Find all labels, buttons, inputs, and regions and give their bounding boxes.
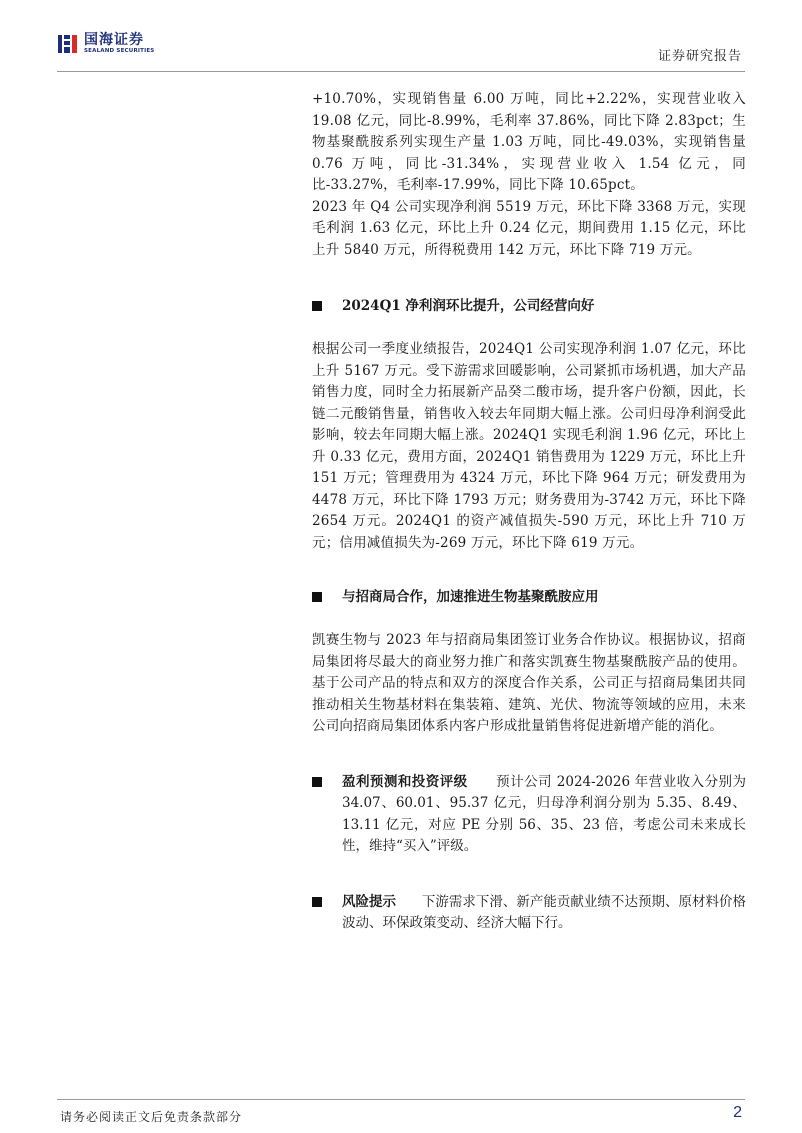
paragraph-q1-results: 根据公司一季度业绩报告，2024Q1 公司实现净利润 1.07 亿元，环比上升 5167 万元。受下游需求回暖影响，公司紧抓市场机遇，加大产品销售力度，同时全力拓展新产品癸二酸市场，提升客户份额，因此，长链二元酸销售量，销售收入较去年同期大幅上涨。公司归母净利润受此影响，较去年同期大幅上涨。2024Q1 实现毛利润 1.96 亿元，环比上升 0.33 亿元，费用方面，2024Q1 销售费用为 1229 万元，环比上升 151 万元；管理费用为 4324 万元，环比下降 964 万元；研发费用为 4478 万元，环比下降 1793 万元；财务费用为-3742 万元，环比下降 2654 万元。2024Q1 的资产减值损失-590 万元，环比上升 710 万元；信用减值损失为-269 万元，环比下降 619 万元。 <box>312 341 746 551</box>
risk-warning-title: 风险提示 <box>342 893 397 910</box>
paragraph-q4-results: 2023 年 Q4 公司实现净利润 5519 万元，环比下降 3368 万元，实现毛利润 1.63 亿元，环比上升 0.24 亿元，期间费用 1.15 亿元，环比上升 5840 万元，所得税费用 142 万元，环比下降 719 万元。 <box>312 198 746 258</box>
section-risk-warning <box>0 892 746 935</box>
section-bullet-icon <box>312 592 322 602</box>
footer-disclaimer: 请务必阅读正文后免责条款部分 <box>60 1110 243 1124</box>
company-logo <box>57 33 154 55</box>
section-bullet-icon <box>312 301 322 311</box>
section-bullet-icon <box>312 777 322 787</box>
document-type: 证券研究报告 <box>657 49 742 64</box>
page-number: 2 <box>733 1104 742 1121</box>
section-earnings-forecast <box>0 772 746 858</box>
footer-divider <box>57 1099 745 1100</box>
logo-chinese-name: 国海证券 <box>84 32 144 49</box>
risk-warning-text: 下游需求下滑、新产能贡献业绩不达预期、原材料价格波动、环保政策变动、经济大幅下行。 <box>342 893 747 931</box>
section-heading-cooperation: 与招商局合作，加速推进生物基聚酰胺应用 <box>0 587 746 608</box>
sealand-logo-icon <box>57 33 79 55</box>
paragraph-cooperation: 凯赛生物与 2023 年与招商局集团签订业务合作协议。根据协议，招商局集团将尽最大的商业努力推广和落实凯赛生物基聚酰胺产品的使用。基于公司产品的特点和双方的深度合作关系，公司正与招商局集团共同推动相关生物基材料在集装箱、建筑、光伏、物流等领域的应用，未来公司向招商局集团体系内客户形成批量销售将促进新增产能的消化。 <box>312 632 746 734</box>
header-divider <box>57 71 745 72</box>
section-bullet-icon <box>312 897 322 907</box>
section-heading-q1: 2024Q1 净利润环比提升，公司经营向好 <box>0 296 746 317</box>
report-body <box>312 89 746 935</box>
earnings-forecast-title: 盈利预测和投资评级 <box>342 773 468 790</box>
logo-english-name: SEALAND SECURITIES <box>84 48 155 55</box>
paragraph-segment-sales: +10.70%，实现销售量 6.00 万吨，同比+2.22%，实现营业收入 19.08 亿元，同比-8.99%，毛利率 37.86%，同比下降 2.83pct；生物基聚酰胺系列实现生产量 1.03 万吨，同比-49.03%，实现销售量 0.76 万吨，同比-31.34%，实现营业收入 1.54 亿元，同比-33.27%，毛利率-17.99%，同比下降 10.65pct。 <box>312 91 746 193</box>
earnings-forecast-text: 预计公司 2024-2026 年营业收入分别为 34.07、60.01、95.37 亿元，归母净利润分别为 5.35、8.49、13.11 亿元，对应 PE 分别 56、35、23 倍，考虑公司未来成长性，维持“买入”评级。 <box>342 773 747 854</box>
